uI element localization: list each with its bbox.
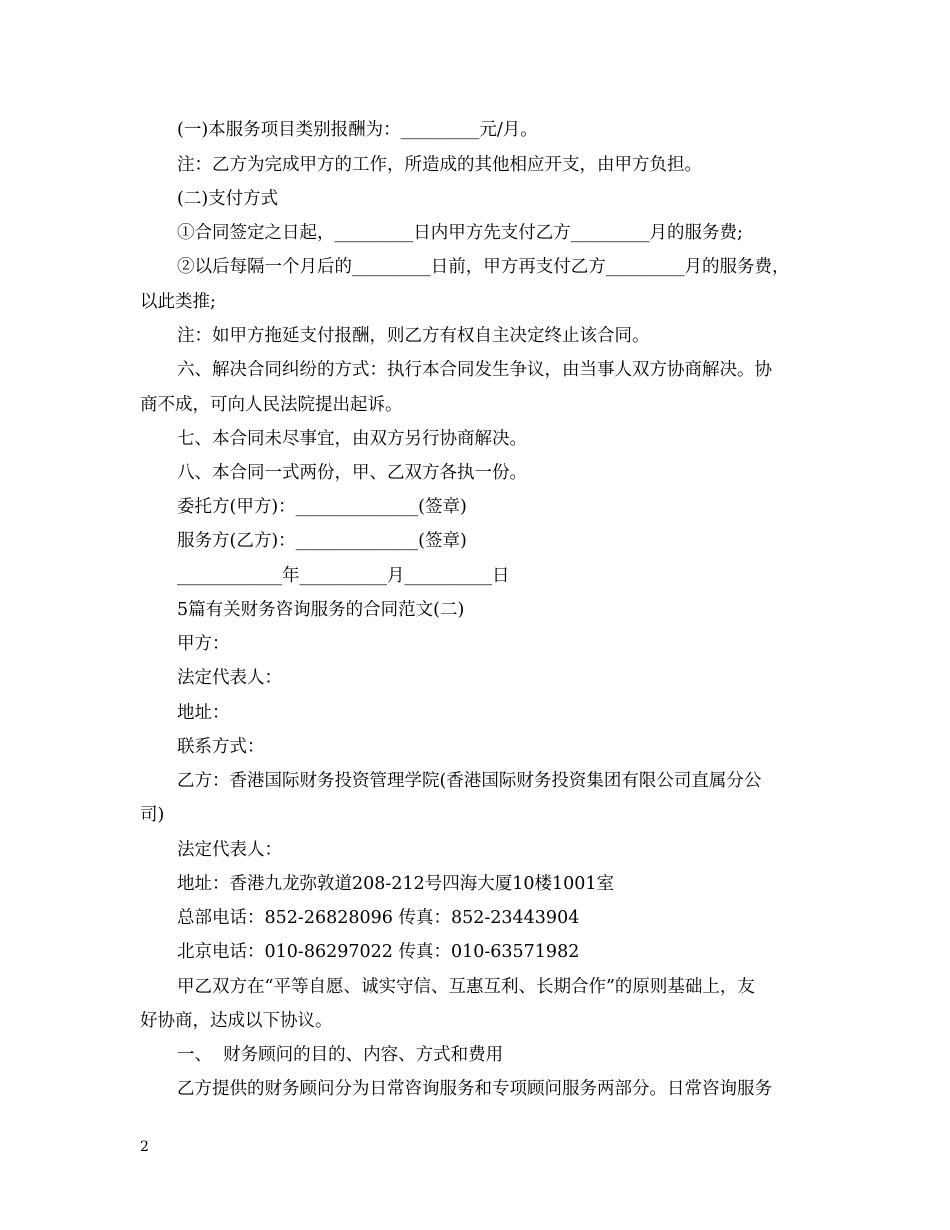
signature-line-party-a: 委托方(甲方)：______________(签章) [177, 497, 467, 517]
text-line: 甲方： [177, 634, 230, 654]
section-heading: 5篇有关财务咨询服务的合同范文(二) [177, 600, 465, 620]
date-line: ____________年__________月__________日 [177, 566, 510, 586]
section-heading: 一、 财务顾问的目的、内容、方式和费用 [177, 1045, 504, 1065]
page-number: 2 [140, 1139, 149, 1155]
text-line: 以此类推; [140, 292, 216, 312]
text-line: 八、本合同一式两份，甲、乙双方各执一份。 [177, 463, 527, 483]
text-line: 七、本合同未尽事宜，由双方另行协商解决。 [177, 429, 527, 449]
text-line: 商不成，可向人民法院提出起诉。 [140, 395, 403, 415]
text-line: 地址： [177, 703, 230, 723]
text-line: 乙方提供的财务顾问分为日常咨询服务和专项顾问服务两部分。日常咨询服务 [177, 1079, 772, 1099]
text-line: 法定代表人： [177, 668, 282, 688]
text-line: ①合同签定之日起，_________日内甲方先支付乙方_________月的服务费; [177, 223, 743, 243]
text-line: 北京电话：010-86297022 传真：010-63571982 [177, 942, 580, 962]
text-line: (一)本服务项目类别报酬为：_________元/月。 [177, 120, 538, 140]
text-line: 注：乙方为完成甲方的工作，所造成的其他相应开支，由甲方负担。 [177, 155, 702, 175]
text-line: 司) [140, 805, 165, 825]
text-line: 注：如甲方拖延支付报酬，则乙方有权自主决定终止该合同。 [177, 326, 650, 346]
signature-line-party-b: 服务方(乙方)：______________(签章) [177, 531, 467, 551]
text-line: ②以后每隔一个月后的_________日前，甲方再支付乙方_________月的服务费， [177, 257, 790, 277]
text-line: 联系方式： [177, 737, 265, 757]
text-line: 地址：香港九龙弥敦道208-212号四海大厦10楼1001室 [177, 874, 615, 894]
text-line: 总部电话：852-26828096 传真：852-23443904 [177, 908, 580, 928]
text-line: (二)支付方式 [177, 189, 279, 209]
text-line: 甲乙双方在“平等自愿、诚实守信、互惠互利、长期合作”的原则基础上，友 [177, 977, 755, 997]
text-line: 六、解决合同纠纷的方式：执行本合同发生争议，由当事人双方协商解决。协 [177, 360, 772, 380]
text-line: 法定代表人： [177, 840, 282, 860]
text-line: 乙方：香港国际财务投资管理学院(香港国际财务投资集团有限公司直属分公 [177, 771, 762, 791]
text-line: 好协商，达成以下协议。 [140, 1011, 333, 1031]
